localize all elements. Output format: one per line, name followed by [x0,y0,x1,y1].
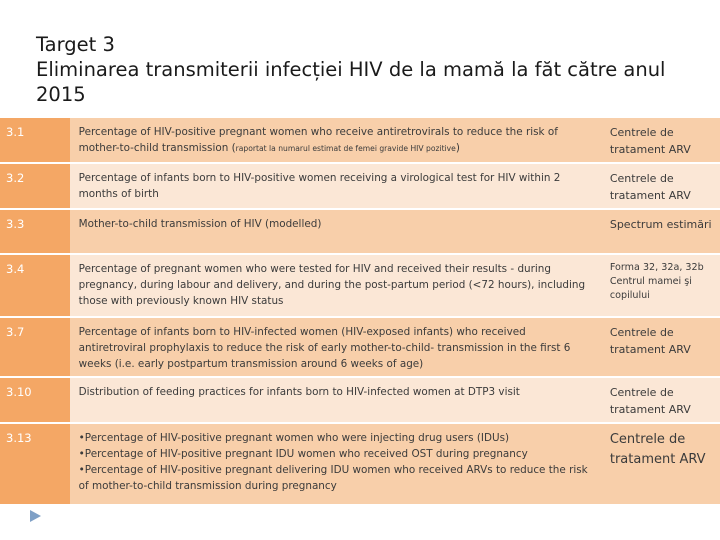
indicator-description [70,118,602,163]
bullet-item: •Percentage of HIV-positive pregnant women who were injecting drug users (IDUs) [78,432,510,444]
title-line-2: Eliminarea transmiterii infecției HIV de la mamă la făt către anul [36,58,666,81]
indicator-id: 3.2 [0,163,70,209]
data-source: Centrele de tratament ARV [602,423,720,505]
indicator-description: Distribution of feeding practices for infants born to HIV-infected women at DTP3 visit [70,377,602,423]
indicator-id: 3.7 [0,317,70,377]
triangle-bullet-icon [30,510,41,522]
table-row [0,423,720,505]
indicator-description: Percentage of pregnant women who were tested for HIV and received their results - during pregnancy, during labour and delivery, and during the post-partum period (<72 hours), including those with previously known HIV status [70,254,602,317]
data-source: Centrele de tratament ARV [602,377,720,423]
data-source: Centrele de tratament ARV [602,317,720,377]
data-source: Centrele de tratament ARV [602,163,720,209]
title-line-1: Target 3 [36,33,115,56]
indicator-description: Percentage of infants born to HIV-infected women (HIV-exposed infants) who received antiretroviral prophylaxis to reduce the risk of early mother-to-child- transmission in the first 6 weeks (i.e. early postpartum transmission around 6 weeks of age) [70,317,602,377]
indicator-note: raportat la numarul estimat de femei gravide HIV pozitive [235,144,456,153]
slide-title [36,32,706,107]
bullet-item: •Percentage of HIV-positive pregnant delivering IDU women who received ARVs to reduce the risk of mother-to-child transmission during pregnancy [78,464,588,492]
table-row [0,317,720,377]
indicator-id: 3.1 [0,118,70,163]
table-row [0,163,720,209]
indicator-description [70,423,602,505]
table-row [0,254,720,317]
indicator-id: 3.10 [0,377,70,423]
indicator-text-tail: ) [455,142,460,154]
indicator-id: 3.3 [0,209,70,254]
indicator-description: Percentage of infants born to HIV-positive women receiving a virological test for HIV within 2 months of birth [70,163,602,209]
indicator-id: 3.13 [0,423,70,505]
data-source: Forma 32, 32a, 32b Centrul mamei şi copilului [602,254,720,317]
data-source: Spectrum estimări [602,209,720,254]
title-line-3: 2015 [36,83,86,106]
bullet-item: •Percentage of HIV-positive pregnant IDU women who received OST during pregnancy [78,448,528,460]
table-row [0,209,720,254]
indicators-table [0,118,720,506]
indicator-id: 3.4 [0,254,70,317]
indicator-description: Mother-to-child transmission of HIV (modelled) [70,209,602,254]
table-row [0,377,720,423]
table-row [0,118,720,163]
indicator-text: Percentage of HIV-positive pregnant women who receive antiretrovirals to reduce the risk of mother-to-child transmission ( [78,126,558,154]
data-source: Centrele de tratament ARV [602,118,720,163]
